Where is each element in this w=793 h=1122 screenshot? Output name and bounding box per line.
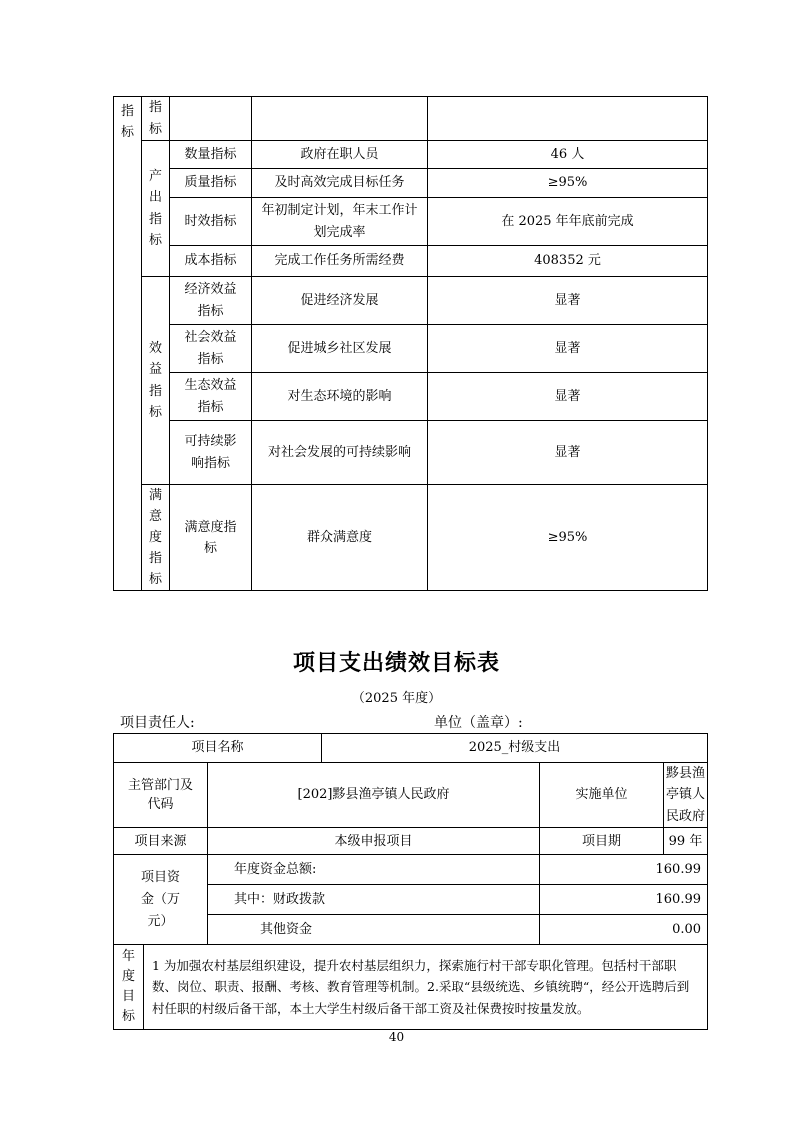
fund-fiscal-label: 其中：财政拨款 — [208, 885, 540, 915]
indicator-category-cell — [114, 97, 142, 591]
project-period-label: 项目期 — [540, 828, 664, 855]
indicator-name: 可持续影响指标 — [170, 421, 252, 485]
project-funds-label: 项目资金（万元） — [114, 855, 208, 945]
department-value: [202]黟县渔亭镇人民政府 — [208, 763, 540, 828]
indicator-value: 显著 — [428, 373, 708, 421]
goal-char: 标 — [121, 1009, 135, 1025]
indicator-value: 显著 — [428, 421, 708, 485]
fund-other-label: 其他资金 — [208, 915, 540, 945]
responsible-person-label: 项目责任人: — [120, 715, 195, 731]
category-char: 标 — [120, 125, 134, 141]
project-period-value: 99 年 — [664, 828, 708, 855]
indicator-value: ≥95% — [428, 169, 708, 198]
goal-char: 度 — [121, 969, 135, 985]
project-expenditure-form — [113, 733, 708, 1030]
indicator-value: 显著 — [428, 325, 708, 373]
indicator-name: 社会效益指标 — [170, 325, 252, 373]
indicator-content: 促进经济发展 — [252, 277, 428, 325]
project-source-label: 项目来源 — [114, 828, 208, 855]
group-char: 产 — [148, 169, 162, 185]
group-char: 标 — [148, 572, 162, 588]
indicator-name: 数量指标 — [170, 141, 252, 169]
indicator-content: 对社会发展的可持续影响 — [252, 421, 428, 485]
performance-indicator-table-continued — [113, 96, 708, 591]
indicator-name: 时效指标 — [170, 198, 252, 246]
indicator-name: 满意度指标 — [170, 485, 252, 591]
project-name-label: 项目名称 — [114, 734, 322, 763]
annual-goal-label — [114, 945, 144, 1030]
indicator-content: 及时高效完成目标任务 — [252, 169, 428, 198]
year-note: （2025 年度） — [351, 691, 442, 706]
indicator-value: ≥95% — [428, 485, 708, 591]
indicator-name: 质量指标 — [170, 169, 252, 198]
group-char: 效 — [148, 341, 162, 357]
benefit-indicator-group — [142, 277, 170, 485]
project-source-value: 本级申报项目 — [208, 828, 540, 855]
indicator-value: 408352 元 — [428, 246, 708, 277]
indicator-content: 完成工作任务所需经费 — [252, 246, 428, 277]
group-char: 益 — [148, 362, 162, 378]
fund-fiscal-value: 160.99 — [540, 885, 708, 915]
subcategory-char: 标 — [148, 121, 162, 137]
form-title: 项目支出绩效目标表 — [292, 651, 500, 676]
empty-cell — [252, 97, 428, 141]
group-char: 意 — [148, 509, 162, 525]
indicator-content: 群众满意度 — [252, 485, 428, 591]
output-indicator-group — [142, 141, 170, 277]
indicator-content: 年初制定计划，年末工作计划完成率 — [252, 198, 428, 246]
page-number: 40 — [388, 1030, 405, 1044]
empty-cell — [170, 97, 252, 141]
fund-total-value: 160.99 — [540, 855, 708, 885]
group-char: 度 — [148, 530, 162, 546]
group-char: 标 — [148, 404, 162, 420]
indicator-name: 生态效益指标 — [170, 373, 252, 421]
goal-char: 年 — [121, 949, 135, 965]
indicator-name: 成本指标 — [170, 246, 252, 277]
indicator-content: 对生态环境的影响 — [252, 373, 428, 421]
group-char: 满 — [148, 488, 162, 503]
indicator-value: 显著 — [428, 277, 708, 325]
unit-seal-label: 单位（盖章）: — [434, 715, 523, 731]
category-char: 指 — [120, 104, 134, 119]
indicator-value: 在 2025 年年底前完成 — [428, 198, 708, 246]
fund-other-value: 0.00 — [540, 915, 708, 945]
indicator-content: 促进城乡社区发展 — [252, 325, 428, 373]
group-char: 标 — [148, 232, 162, 248]
subcategory-char: 指 — [148, 100, 162, 116]
subcategory-cell — [142, 97, 170, 141]
project-name-value: 2025_村级支出 — [322, 734, 708, 763]
goal-char: 目 — [121, 989, 135, 1005]
annual-goal-text: 1 为加强农村基层组织建设，提升农村基层组织力，探索施行村干部专职化管理。包括村干部职数、岗位、职责、报酬、考核、教育管理等机制。2.采取“县级统选、乡镇统聘“，经公开选聘后到村任职的村级后备干部，本土大学生村级后备干部工资及社保费按时按量发放。 — [144, 945, 708, 1030]
satisfaction-indicator-group — [142, 485, 170, 591]
implementing-unit-value: 黟县渔亭镇人民政府 — [664, 763, 708, 828]
implementing-unit-label: 实施单位 — [540, 763, 664, 828]
group-char: 出 — [148, 190, 162, 206]
department-label: 主管部门及代码 — [114, 763, 208, 828]
indicator-name: 经济效益指标 — [170, 277, 252, 325]
indicator-content: 政府在职人员 — [252, 141, 428, 169]
group-char: 指 — [148, 211, 162, 227]
group-char: 指 — [148, 551, 162, 567]
indicator-value: 46 人 — [428, 141, 708, 169]
group-char: 指 — [148, 383, 162, 399]
empty-cell — [428, 97, 708, 141]
fund-total-label: 年度资金总额: — [208, 855, 540, 885]
